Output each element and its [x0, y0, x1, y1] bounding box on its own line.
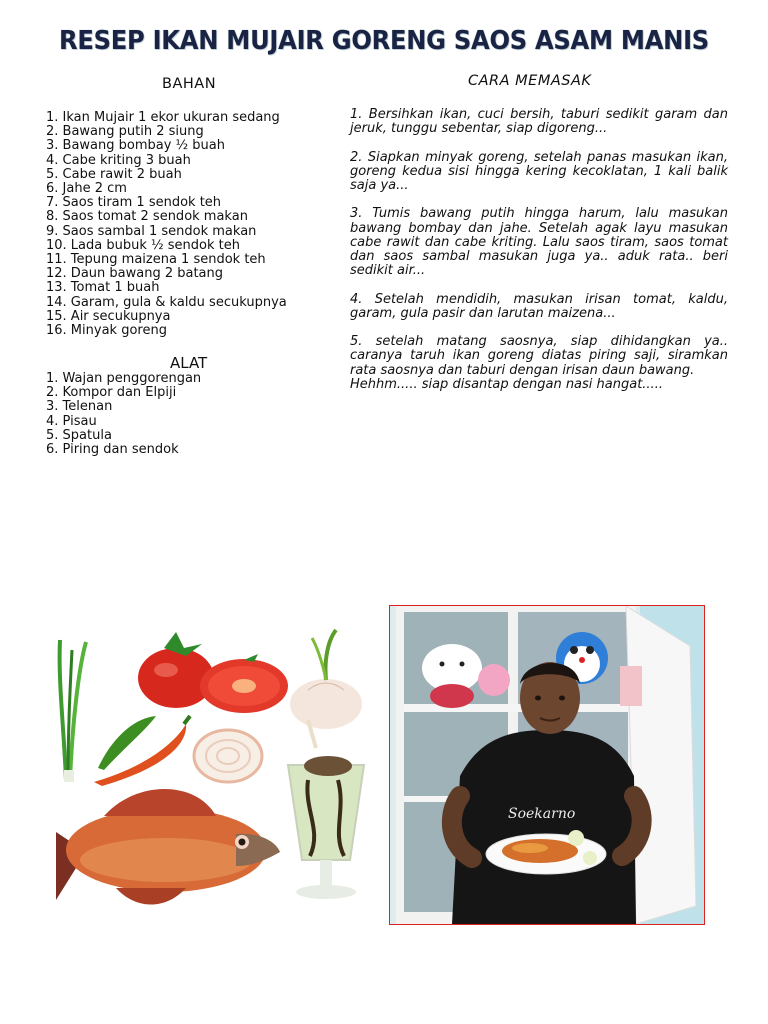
list-item: 14. Garam, gula & kaldu secukupnya: [46, 294, 287, 310]
step-4: 4. Setelah mendidih, masukan irisan tomat, kaldu, garam, gula pasir dan larutan maizena...: [350, 291, 728, 321]
dessert-glass-icon: [288, 720, 364, 899]
list-item: 16. Minyak goreng: [46, 323, 167, 339]
list-item: 1. Ikan Mujair 1 ekor ukuran sedang: [46, 110, 280, 125]
chili-icon: [94, 716, 190, 786]
onion-icon: [194, 730, 262, 782]
closing-text: Hehhm..... siap disantap dengan nasi hangat.....: [350, 376, 663, 392]
list-item: 2. Bawang putih 2 siung: [46, 124, 204, 140]
alat-heading: ALAT: [170, 354, 208, 372]
tomato-icon: [138, 632, 288, 713]
list-item: 6. Jahe 2 cm: [46, 181, 127, 197]
step-3: 3. Tumis bawang putih hingga harum, lalu masukan bawang bombay dan jahe. Setelah agak layu masukan cabe rawit dan cabe kriting. Lalu saos tiram, saos tomat dan saos sambal masukan juga ya.. aduk rata.. beri sedikit air...: [350, 206, 728, 279]
fish-icon: [56, 789, 280, 905]
step-2: 2. Siapkan minyak goreng, setelah panas masukan ikan, goreng kedua sisi hingga kering kecoklatan, 1 kali balik saja ya...: [350, 149, 728, 193]
list-item: 3. Telenan: [46, 399, 113, 415]
step-5: 5. setelah matang saosnya, siap dihidangkan ya.. caranya taruh ikan goreng diatas piring saji, siramkan rata saosnya dan taburi dengan irisan daun bawang.: [350, 334, 728, 378]
list-item: 9. Saos sambal 1 sendok makan: [46, 223, 257, 239]
person-icon: [452, 730, 636, 924]
garlic-icon: [290, 630, 362, 729]
list-item: 7. Saos tiram 1 sendok teh: [46, 195, 222, 211]
list-item: 13. Tomat 1 buah: [46, 280, 160, 296]
cara-heading: CARA MEMASAK: [468, 73, 592, 89]
list-item: 5. Spatula: [46, 427, 112, 443]
list-item: 8. Saos tomat 2 sendok makan: [46, 209, 248, 225]
list-item: 15. Air secukupnya: [46, 308, 171, 324]
list-item: 10. Lada bubuk ½ sendok teh: [46, 237, 240, 253]
list-item: 4. Cabe kriting 3 buah: [46, 152, 191, 168]
bahan-list: [46, 111, 287, 338]
spring-onion-icon: [60, 640, 86, 782]
list-item: 1. Wajan penggorengan: [46, 371, 202, 386]
list-item: 6. Piring dan sendok: [46, 442, 179, 458]
list-item: 5. Cabe rawit 2 buah: [46, 166, 182, 182]
alat-list: [46, 372, 201, 457]
list-item: 3. Bawang bombay ½ buah: [46, 138, 225, 154]
bahan-heading: BAHAN: [162, 76, 217, 92]
list-item: 2. Kompor dan Elpiji: [46, 385, 177, 401]
list-item: 11. Tepung maizena 1 sendok teh: [46, 252, 266, 268]
cara-steps: [350, 108, 728, 406]
ingredients-illustration: [46, 620, 376, 920]
list-item: 12. Daun bawang 2 batang: [46, 266, 224, 282]
page-title: RESEP IKAN MUJAIR GORENG SAOS ASAM MANIS: [59, 26, 709, 56]
list-item: 4. Pisau: [46, 413, 97, 429]
step-1: 1. Bersihkan ikan, cuci bersih, taburi sedikit garam dan jeruk, tunggu sebentar, siap digoreng...: [350, 107, 728, 137]
cook-photo: [389, 605, 705, 925]
shirt-text: Soekarno: [508, 806, 576, 822]
